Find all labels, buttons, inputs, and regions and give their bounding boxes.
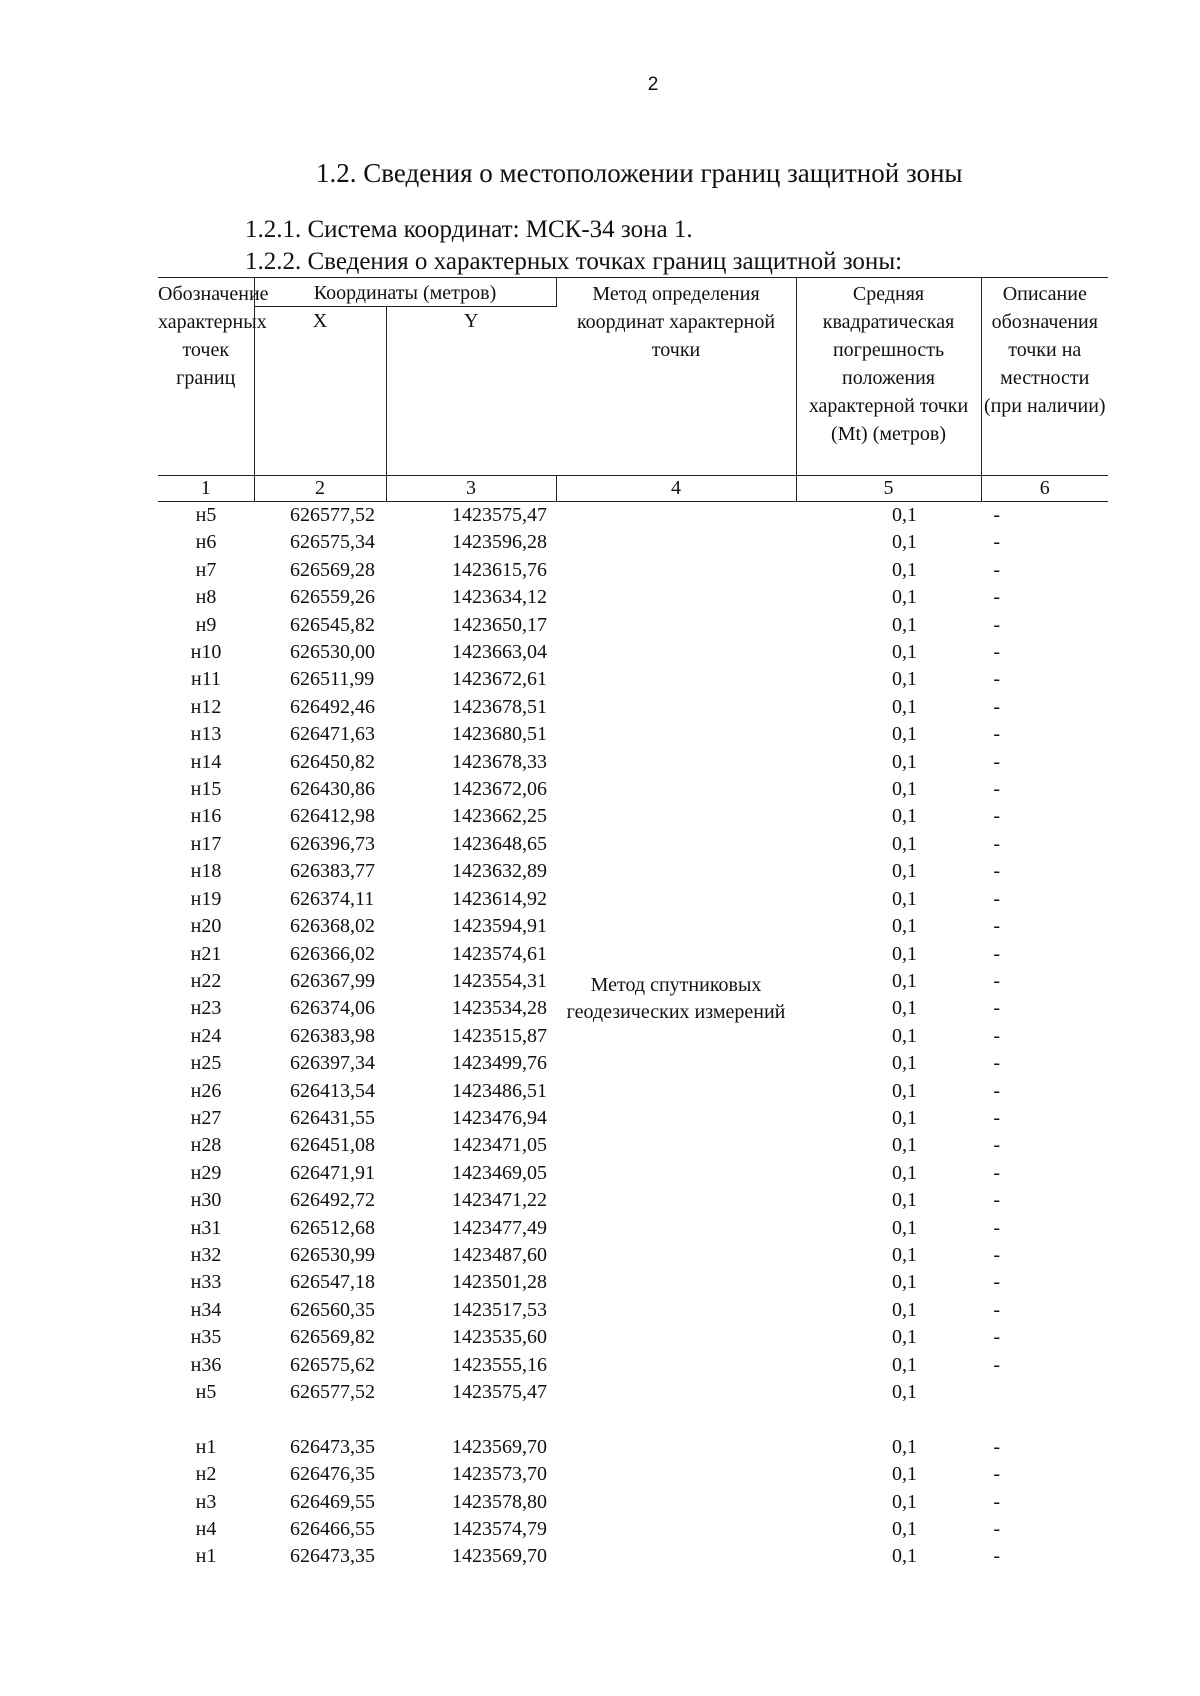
- y-coordinate-cell: 1423476,94: [452, 1106, 547, 1129]
- accuracy-cell: 0,1: [892, 1381, 918, 1403]
- x-coordinate-cell: 626412,98: [290, 805, 375, 828]
- point-id-cell: н27: [190, 1106, 222, 1129]
- point-id-cell: н9: [195, 613, 217, 636]
- x-coordinate-cell: 626366,02: [290, 942, 375, 965]
- point-id-cell: н34: [190, 1298, 222, 1321]
- x-coordinate-cell: 626569,28: [290, 558, 375, 581]
- y-coordinate-cell: 1423634,12: [452, 586, 547, 609]
- description-cell: -: [993, 942, 1001, 965]
- point-id-cell: н29: [190, 1161, 222, 1184]
- point-id-cell: н35: [190, 1326, 222, 1349]
- y-coordinate-cell: 1423517,53: [452, 1298, 547, 1321]
- accuracy-cell: 0,1: [892, 1052, 918, 1075]
- y-coordinate-cell: 1423573,70: [452, 1463, 547, 1486]
- accuracy-cell: 0,1: [892, 1189, 918, 1212]
- method-cell-empty: [556, 1489, 796, 1516]
- x-coordinate-cell: 626473,35: [290, 1545, 375, 1568]
- separator-cell: [158, 1406, 1108, 1433]
- point-id-cell: н26: [190, 1079, 222, 1102]
- description-cell: -: [993, 1052, 1001, 1075]
- table-row: [158, 1516, 1108, 1543]
- description-cell: -: [993, 668, 1001, 691]
- accuracy-cell: 0,1: [892, 750, 918, 773]
- y-coordinate-cell: 1423594,91: [452, 915, 547, 938]
- y-coordinate-cell: 1423477,49: [452, 1216, 547, 1239]
- y-coordinate-cell: 1423672,06: [452, 778, 547, 801]
- accuracy-cell: 0,1: [892, 778, 918, 801]
- description-cell: -: [993, 1518, 1001, 1541]
- coordinate-system-heading: 1.2.1. Система координат: МСК-34 зона 1.: [245, 216, 693, 243]
- accuracy-cell: 0,1: [892, 668, 918, 691]
- x-coordinate-cell: 626559,26: [290, 586, 375, 609]
- accuracy-cell: 0,1: [892, 1024, 918, 1047]
- x-coordinate-cell: 626396,73: [290, 832, 375, 855]
- x-coordinate-cell: 626492,72: [290, 1189, 375, 1212]
- table-row: [158, 1434, 1108, 1461]
- y-coordinate-cell: 1423469,05: [452, 1161, 547, 1184]
- accuracy-cell: 0,1: [892, 1326, 918, 1349]
- x-coordinate-cell: 626560,35: [290, 1298, 375, 1321]
- accuracy-cell: 0,1: [892, 1216, 918, 1239]
- point-id-cell: н32: [190, 1243, 222, 1266]
- accuracy-cell: 0,1: [892, 1353, 918, 1376]
- x-coordinate-cell: 626547,18: [290, 1271, 375, 1294]
- accuracy-cell: 0,1: [892, 1243, 918, 1266]
- table-row: [158, 1461, 1108, 1488]
- description-cell: -: [993, 1216, 1001, 1239]
- y-coordinate-cell: 1423650,17: [452, 613, 547, 636]
- table-body: [158, 502, 1108, 1571]
- accuracy-cell: 0,1: [892, 997, 918, 1020]
- y-coordinate-cell: 1423501,28: [452, 1271, 547, 1294]
- accuracy-cell: 0,1: [892, 586, 918, 609]
- x-coordinate-cell: 626577,52: [290, 1381, 375, 1403]
- point-id-cell: н10: [190, 641, 222, 664]
- description-cell: -: [993, 1463, 1001, 1486]
- description-cell: -: [993, 887, 1001, 910]
- point-id-cell: н22: [190, 969, 222, 992]
- header-accuracy: Средняя квадратическая погрешность положения характерной точки (Mt) (метров): [796, 278, 981, 476]
- header-method: Метод определения координат характерной точки: [556, 278, 796, 476]
- method-cell-empty: [556, 1543, 796, 1570]
- method-cell-empty: [556, 1516, 796, 1543]
- description-cell: -: [993, 531, 1001, 554]
- x-coordinate-cell: 626383,98: [290, 1024, 375, 1047]
- x-coordinate-cell: 626530,00: [290, 641, 375, 664]
- x-coordinate-cell: 626397,34: [290, 1052, 375, 1075]
- accuracy-cell: 0,1: [892, 1271, 918, 1294]
- point-id-cell: н3: [195, 1490, 217, 1513]
- point-id-cell: н2: [195, 1463, 217, 1486]
- column-number: 1: [158, 476, 254, 502]
- description-cell: -: [993, 778, 1001, 801]
- y-coordinate-cell: 1423534,28: [452, 997, 547, 1020]
- coordinates-table: [158, 277, 1108, 1571]
- accuracy-cell: 0,1: [892, 1079, 918, 1102]
- point-id-cell: н16: [190, 805, 222, 828]
- y-coordinate-cell: 1423678,51: [452, 695, 547, 718]
- points-heading: 1.2.2. Сведения о характерных точках границ защитной зоны:: [245, 248, 903, 275]
- description-cell: -: [993, 558, 1001, 581]
- description-cell: -: [993, 1353, 1001, 1376]
- y-coordinate-cell: 1423680,51: [452, 723, 547, 746]
- accuracy-cell: 0,1: [892, 1134, 918, 1157]
- accuracy-cell: 0,1: [892, 860, 918, 883]
- description-cell: -: [993, 504, 1001, 526]
- header-description: Описание обозначения точки на местности (при наличии): [981, 278, 1108, 476]
- column-number: 5: [796, 476, 981, 502]
- group-separator: [158, 1406, 1108, 1433]
- point-id-cell: н5: [195, 504, 217, 526]
- y-coordinate-cell: 1423672,61: [452, 668, 547, 691]
- description-cell: -: [993, 1079, 1001, 1102]
- accuracy-cell: 0,1: [892, 1435, 918, 1458]
- accuracy-cell: 0,1: [892, 641, 918, 664]
- description-cell: -: [993, 1024, 1001, 1047]
- x-coordinate-cell: 626471,91: [290, 1161, 375, 1184]
- point-id-cell: н7: [195, 558, 217, 581]
- y-coordinate-cell: 1423615,76: [452, 558, 547, 581]
- header-designation: Обозначение характерных точек границ: [158, 278, 254, 476]
- column-number: 6: [981, 476, 1108, 502]
- x-coordinate-cell: 626575,62: [290, 1353, 375, 1376]
- y-coordinate-cell: 1423569,70: [452, 1435, 547, 1458]
- description-cell: -: [993, 1106, 1001, 1129]
- description-cell: -: [993, 750, 1001, 773]
- point-id-cell: н23: [190, 997, 222, 1020]
- point-id-cell: н18: [190, 860, 222, 883]
- column-number: 3: [386, 476, 556, 502]
- point-id-cell: н33: [190, 1271, 222, 1294]
- description-cell: -: [993, 832, 1001, 855]
- x-coordinate-cell: 626469,55: [290, 1490, 375, 1513]
- accuracy-cell: 0,1: [892, 805, 918, 828]
- y-coordinate-cell: 1423614,92: [452, 887, 547, 910]
- accuracy-cell: 0,1: [892, 1106, 918, 1129]
- x-coordinate-cell: 626545,82: [290, 613, 375, 636]
- description-cell: -: [993, 1271, 1001, 1294]
- y-coordinate-cell: 1423575,47: [452, 1381, 547, 1403]
- description-cell: -: [993, 586, 1001, 609]
- y-coordinate-cell: 1423487,60: [452, 1243, 547, 1266]
- point-id-cell: н14: [190, 750, 222, 773]
- x-coordinate-cell: 626577,52: [290, 504, 375, 526]
- description-cell: -: [993, 1298, 1001, 1321]
- y-coordinate-cell: 1423596,28: [452, 531, 547, 554]
- accuracy-cell: 0,1: [892, 1298, 918, 1321]
- y-coordinate-cell: 1423648,65: [452, 832, 547, 855]
- x-coordinate-cell: 626512,68: [290, 1216, 375, 1239]
- description-cell: -: [993, 1326, 1001, 1349]
- point-id-cell: н15: [190, 778, 222, 801]
- accuracy-cell: 0,1: [892, 1161, 918, 1184]
- x-coordinate-cell: 626450,82: [290, 750, 375, 773]
- y-coordinate-cell: 1423574,61: [452, 942, 547, 965]
- x-coordinate-cell: 626569,82: [290, 1326, 375, 1349]
- point-id-cell: н24: [190, 1024, 222, 1047]
- header-x: X: [254, 307, 386, 476]
- y-coordinate-cell: 1423486,51: [452, 1079, 547, 1102]
- y-coordinate-cell: 1423471,05: [452, 1134, 547, 1157]
- y-coordinate-cell: 1423535,60: [452, 1326, 547, 1349]
- method-cell-empty: [556, 1434, 796, 1461]
- point-id-cell: н19: [190, 887, 222, 910]
- x-coordinate-cell: 626530,99: [290, 1243, 375, 1266]
- section-title: 1.2. Сведения о местоположении границ защитной зоны: [316, 158, 963, 188]
- description-cell: -: [993, 613, 1001, 636]
- point-id-cell: н11: [191, 668, 221, 691]
- method-cell-empty: [556, 1461, 796, 1488]
- column-number: 2: [254, 476, 386, 502]
- description-cell: -: [993, 695, 1001, 718]
- y-coordinate-cell: 1423662,25: [452, 805, 547, 828]
- accuracy-cell: 0,1: [892, 1490, 918, 1513]
- point-id-cell: н4: [195, 1518, 217, 1541]
- y-coordinate-cell: 1423663,04: [452, 641, 547, 664]
- x-coordinate-cell: 626471,63: [290, 723, 375, 746]
- table-row: [158, 1543, 1108, 1570]
- description-cell: -: [993, 915, 1001, 938]
- x-coordinate-cell: 626430,86: [290, 778, 375, 801]
- point-id-cell: н1: [195, 1545, 217, 1568]
- point-id-cell: н25: [190, 1052, 222, 1075]
- table-row: [158, 502, 1108, 530]
- description-cell: -: [993, 723, 1001, 746]
- accuracy-cell: 0,1: [892, 969, 918, 992]
- accuracy-cell: 0,1: [892, 1463, 918, 1486]
- point-id-cell: н13: [190, 723, 222, 746]
- y-coordinate-cell: 1423574,79: [452, 1518, 547, 1541]
- y-coordinate-cell: 1423499,76: [452, 1052, 547, 1075]
- description-cell: [981, 1379, 1108, 1406]
- point-id-cell: н20: [190, 915, 222, 938]
- x-coordinate-cell: 626466,55: [290, 1518, 375, 1541]
- y-coordinate-cell: 1423515,87: [452, 1024, 547, 1047]
- table-row: [158, 1489, 1108, 1516]
- y-coordinate-cell: 1423569,70: [452, 1545, 547, 1568]
- accuracy-cell: 0,1: [892, 613, 918, 636]
- page-number: 2: [647, 74, 659, 95]
- accuracy-cell: 0,1: [892, 1545, 918, 1568]
- description-cell: -: [993, 1490, 1001, 1513]
- description-cell: -: [993, 860, 1001, 883]
- x-coordinate-cell: 626367,99: [290, 969, 375, 992]
- accuracy-cell: 0,1: [892, 887, 918, 910]
- description-cell: -: [993, 1435, 1001, 1458]
- point-id-cell: н8: [195, 586, 217, 609]
- point-id-cell: н31: [190, 1216, 222, 1239]
- x-coordinate-cell: 626368,02: [290, 915, 375, 938]
- accuracy-cell: 0,1: [892, 832, 918, 855]
- description-cell: -: [993, 1189, 1001, 1212]
- y-coordinate-cell: 1423555,16: [452, 1353, 547, 1376]
- x-coordinate-cell: 626374,06: [290, 997, 375, 1020]
- description-cell: -: [993, 1134, 1001, 1157]
- x-coordinate-cell: 626413,54: [290, 1079, 375, 1102]
- point-id-cell: н6: [195, 531, 217, 554]
- description-cell: -: [993, 997, 1001, 1020]
- accuracy-cell: 0,1: [892, 558, 918, 581]
- y-coordinate-cell: 1423471,22: [452, 1189, 547, 1212]
- header-coordinates: Координаты (метров): [254, 278, 556, 307]
- accuracy-cell: 0,1: [892, 1518, 918, 1541]
- point-id-cell: н12: [190, 695, 222, 718]
- point-id-cell: н28: [190, 1134, 222, 1157]
- x-coordinate-cell: 626431,55: [290, 1106, 375, 1129]
- description-cell: -: [993, 1161, 1001, 1184]
- point-id-cell: н30: [190, 1189, 222, 1212]
- point-id-cell: н5: [195, 1381, 217, 1403]
- x-coordinate-cell: 626383,77: [290, 860, 375, 883]
- accuracy-cell: 0,1: [892, 504, 918, 526]
- x-coordinate-cell: 626374,11: [290, 887, 375, 910]
- point-id-cell: н1: [195, 1435, 217, 1458]
- accuracy-cell: 0,1: [892, 942, 918, 965]
- x-coordinate-cell: 626451,08: [290, 1134, 375, 1157]
- header-y: Y: [464, 310, 479, 332]
- description-cell: -: [993, 1545, 1001, 1568]
- point-id-cell: н21: [190, 942, 222, 965]
- description-cell: -: [993, 805, 1001, 828]
- y-coordinate-cell: 1423554,31: [452, 969, 547, 992]
- y-coordinate-cell: 1423632,89: [452, 860, 547, 883]
- x-coordinate-cell: 626476,35: [290, 1463, 375, 1486]
- point-id-cell: н17: [190, 832, 222, 855]
- accuracy-cell: 0,1: [892, 695, 918, 718]
- accuracy-cell: 0,1: [892, 915, 918, 938]
- column-number: 4: [556, 476, 796, 502]
- accuracy-cell: 0,1: [892, 723, 918, 746]
- x-coordinate-cell: 626492,46: [290, 695, 375, 718]
- description-cell: -: [993, 1243, 1001, 1266]
- x-coordinate-cell: 626511,99: [290, 668, 375, 691]
- y-coordinate-cell: 1423575,47: [452, 504, 547, 526]
- y-coordinate-cell: 1423578,80: [452, 1490, 547, 1513]
- point-id-cell: н36: [190, 1353, 222, 1376]
- x-coordinate-cell: 626575,34: [290, 531, 375, 554]
- method-cell: Метод спутниковых геодезических измерений: [566, 974, 786, 1023]
- y-coordinate-cell: 1423678,33: [452, 750, 547, 773]
- description-cell: -: [993, 641, 1001, 664]
- accuracy-cell: 0,1: [892, 531, 918, 554]
- description-cell: -: [993, 969, 1001, 992]
- x-coordinate-cell: 626473,35: [290, 1435, 375, 1458]
